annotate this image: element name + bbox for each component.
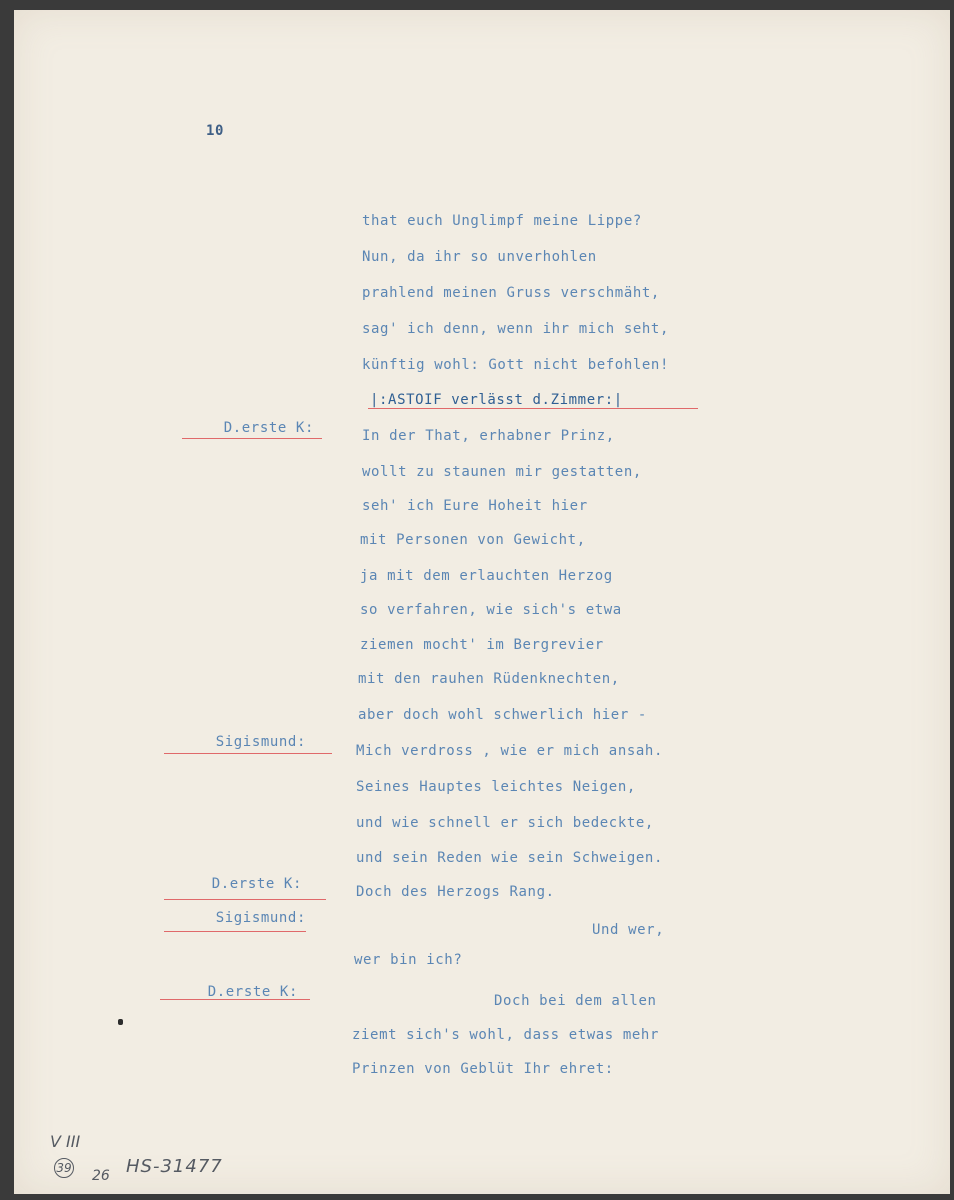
verse-line: that euch Unglimpf meine Lippe? [362, 213, 642, 229]
verse-line: Seines Hauptes leichtes Neigen, [356, 779, 636, 795]
verse-line: seh' ich Eure Hoheit hier [362, 498, 588, 514]
speaker-underline [182, 438, 322, 439]
speaker-underline [164, 753, 332, 754]
verse-line: Doch bei dem allen [494, 993, 657, 1009]
speaker-underline [160, 999, 310, 1000]
verse-line: sag' ich denn, wenn ihr mich seht, [362, 321, 669, 337]
verse-line: ziemt sich's wohl, dass etwas mehr [352, 1027, 659, 1043]
page-number: 10 [206, 123, 225, 139]
verse-line: wollt zu staunen mir gestatten, [362, 464, 642, 480]
speaker-label: D.erste K: [207, 984, 298, 1000]
verse-line: mit Personen von Gewicht, [360, 532, 586, 548]
verse-line: Mich verdross , wie er mich ansah. [356, 743, 663, 759]
inventory-number: HS-31477 [126, 1156, 223, 1177]
verse-line: Und wer, [592, 922, 665, 938]
speaker-label: D.erste K: [223, 420, 314, 436]
speaker-underline [164, 899, 326, 900]
verse-line: künftig wohl: Gott nicht befohlen! [362, 357, 669, 373]
verse-line: mit den rauhen Rüdenknechten, [358, 671, 620, 687]
verse-line: Doch des Herzogs Rang. [356, 884, 555, 900]
stage-direction-underline [368, 408, 698, 409]
speaker-label: D.erste K: [211, 876, 302, 892]
verse-line: ja mit dem erlauchten Herzog [360, 568, 613, 584]
verse-line: Nun, da ihr so unverhohlen [362, 249, 597, 265]
shelf-mark: V III [50, 1132, 81, 1151]
verse-line: aber doch wohl schwerlich hier - [358, 707, 647, 723]
speaker-label: Sigismund: [215, 910, 306, 926]
verse-line: ziemen mocht' im Bergrevier [360, 637, 604, 653]
verse-line: so verfahren, wie sich's etwa [360, 602, 622, 618]
stage-direction: |:ASTOIF verlässt d.Zimmer:| [370, 392, 623, 408]
verse-line: In der That, erhabner Prinz, [362, 428, 615, 444]
verse-line: wer bin ich? [354, 952, 463, 968]
speaker-label: Sigismund: [215, 734, 306, 750]
verse-line: Prinzen von Geblüt Ihr ehret: [352, 1061, 614, 1077]
verse-line: und sein Reden wie sein Schweigen. [356, 850, 663, 866]
sub-number: 26 [92, 1168, 110, 1184]
circled-number: 39 [54, 1158, 74, 1178]
verse-line: prahlend meinen Gruss verschmäht, [362, 285, 660, 301]
speaker-underline [164, 931, 306, 932]
verse-line: und wie schnell er sich bedeckte, [356, 815, 654, 831]
document-page [14, 10, 950, 1194]
ink-spot [118, 1019, 123, 1025]
